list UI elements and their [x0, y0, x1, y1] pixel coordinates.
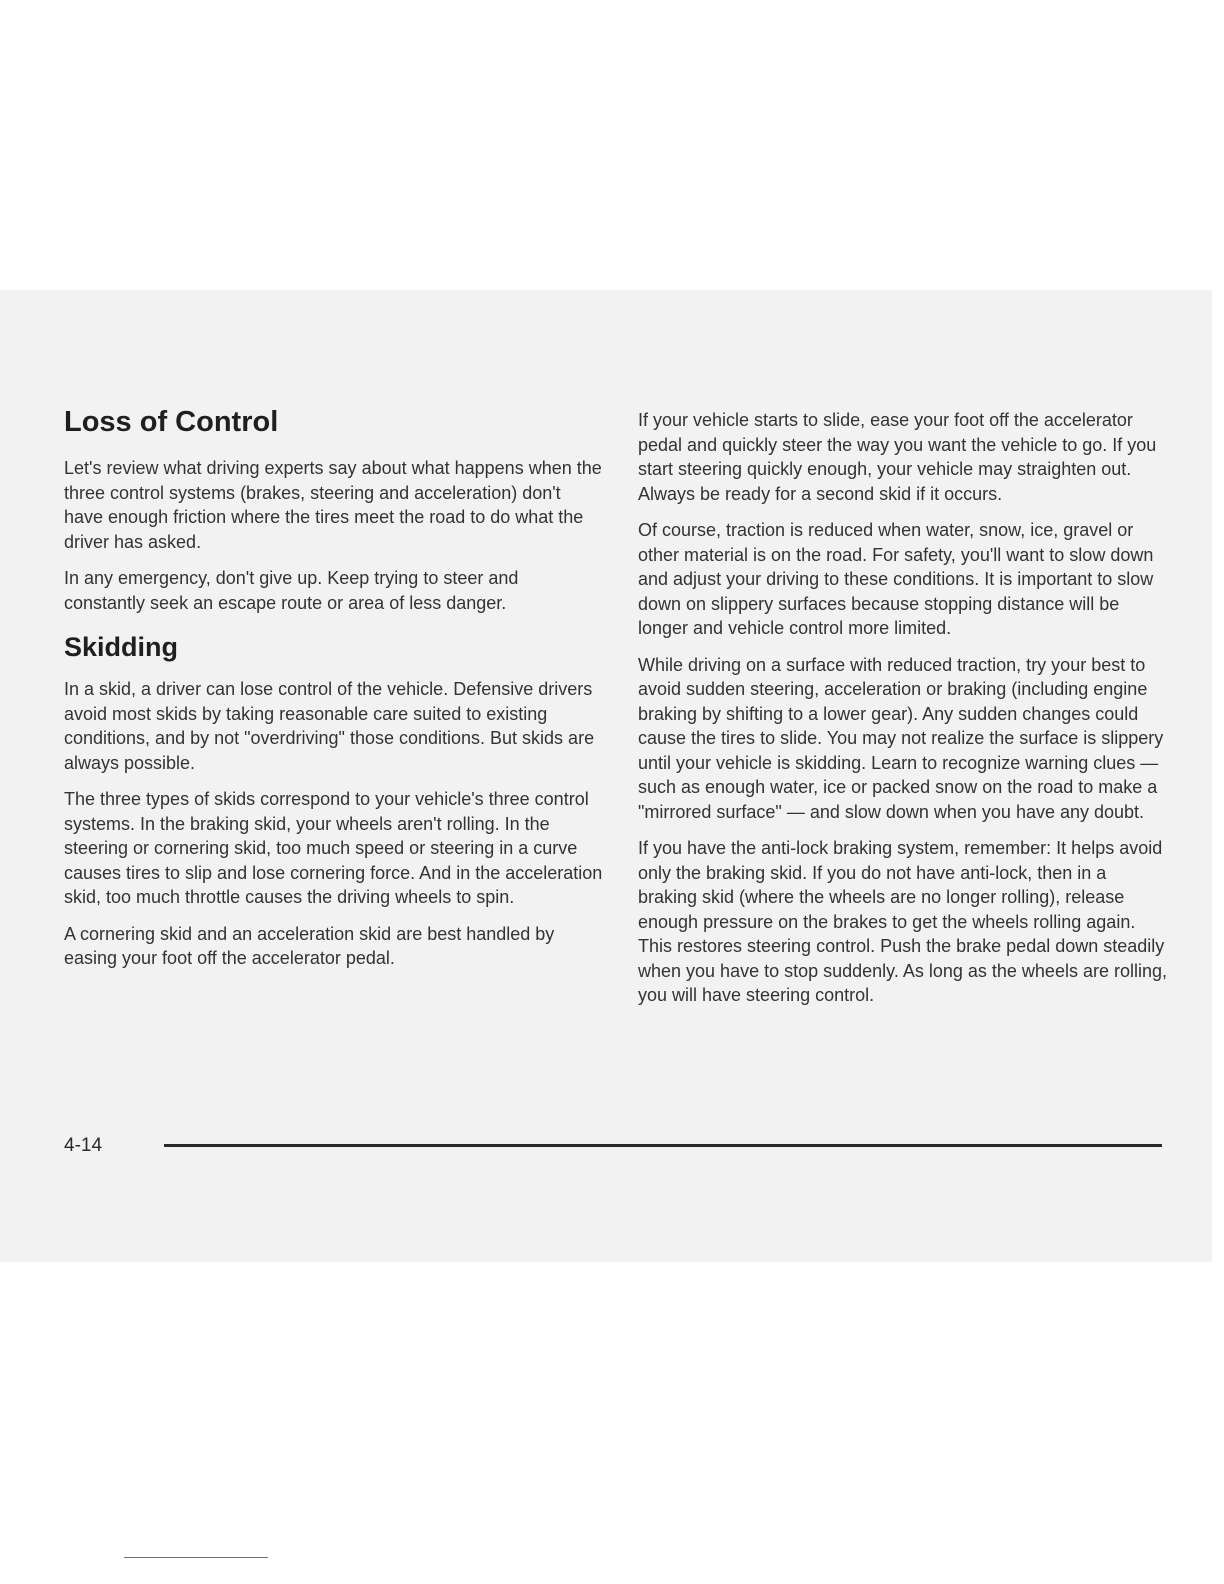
paragraph-anti-lock: If you have the anti-lock braking system, remember: It helps avoid only the braking skid. If you do not have anti-lock, then in a braking skid (where the wheels are no longer rolling), release enough pressure on the brakes to get the wheels rolling again. This restores steering control. Push the brake pedal down steadily when you have to stop suddenly. As long as the wheels are rolling, you will have steering control.: [638, 838, 1167, 1005]
paragraph-reduced-traction: While driving on a surface with reduced traction, try your best to avoid sudden steering, acceleration or braking (including engine braking by shifting to a lower gear). Any sudden changes could cause the tires to slide. You may not realize the surface is slippery until your vehicle is skidding. Learn to recognize warning clues — such as enough water, ice or packed snow on the road to make a "mirrored surface" — and slow down when you have any doubt.: [638, 654, 1164, 822]
paragraph-traction: Of course, traction is reduced when water, snow, ice, gravel or other material is on the road. For safety, you'll want to slow down and adjust your driving to these conditions. It is important to slow down on slippery surfaces because stopping distance will be longer and vehicle control more limited.: [638, 520, 1154, 638]
footer-rule: [164, 1144, 1162, 1147]
paragraph-skid-handling: A cornering skid and an acceleration skid are best handled by easing your foot off the accelerator pedal.: [64, 923, 555, 968]
paragraph-loss-intro: Let's review what driving experts say about what happens when the three control systems (brakes, steering and acceleration) don't have enough friction where the tires meet the road to do what the driver has asked.: [64, 458, 602, 552]
paragraph-skid-types: The three types of skids correspond to your vehicle's three control systems. In the braking skid, your wheels aren't rolling. In the steering or cornering skid, too much speed or steering in a curve causes tires to slip and lose cornering force. And in the acceleration skid, too much throttle causes the driving wheels to spin.: [64, 789, 603, 907]
paragraph-loss-emergency: In any emergency, don't give up. Keep trying to steer and constantly seek an escape route or area of less danger.: [64, 568, 519, 613]
paragraph-skid-intro: In a skid, a driver can lose control of the vehicle. Defensive drivers avoid most skids by taking reasonable care suited to existing conditions, and by not "overdriving" those conditions. But skids are always possible.: [64, 679, 595, 773]
stray-line: [124, 1557, 268, 1558]
left-column: [64, 402, 604, 983]
page-number: 4-14: [64, 1135, 103, 1156]
paragraph-slide-recovery: If your vehicle starts to slide, ease your foot off the accelerator pedal and quickly steer the way you want the vehicle to go. If you start steering quickly enough, your vehicle may straighten out. Always be ready for a second skid if it occurs.: [638, 410, 1157, 504]
heading-loss-of-control: Loss of Control: [64, 406, 279, 438]
right-column: [638, 408, 1168, 1020]
heading-skidding: Skidding: [64, 632, 178, 662]
